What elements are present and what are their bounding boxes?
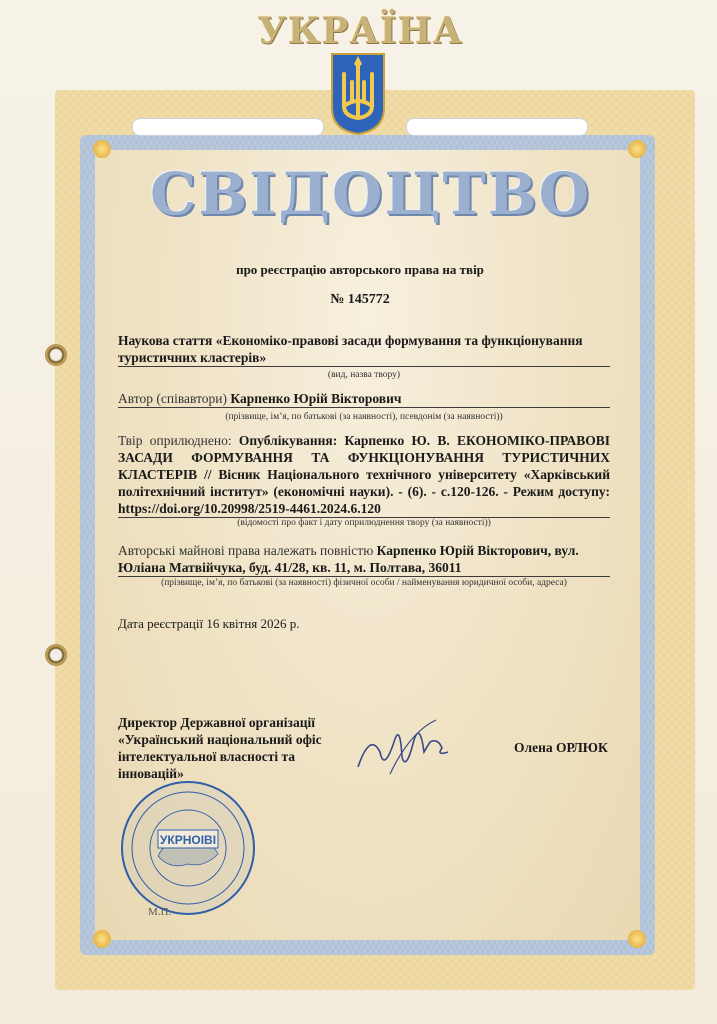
certificate-number: № 145772: [330, 292, 390, 307]
publication-hint: (відомості про факт і дату оприлюднення твору (за наявності)): [237, 518, 491, 528]
author-line: [118, 390, 610, 408]
rights-block: [118, 542, 610, 577]
corner-ornament: [93, 930, 111, 948]
author-value: Карпенко Юрій Вікторович: [230, 391, 402, 406]
seal-label: М.П.: [148, 906, 172, 918]
seal-center-text: УКРНОІВІ: [159, 833, 217, 847]
official-seal-icon: [118, 778, 258, 918]
corner-ornament: [93, 140, 111, 158]
corner-ornament: [628, 930, 646, 948]
director-position: Директор Державної організації «Український національний офіс інтелектуальної власності та інновацій»: [118, 715, 322, 781]
corner-ornament: [628, 140, 646, 158]
work-hint: (вид, назва твору): [327, 370, 401, 380]
author-label: Автор (співавтори): [118, 391, 228, 406]
decorative-bar: [132, 118, 324, 136]
work-title: Наукова стаття «Економіко-правові засади формування та функціонування туристичних кластерів»: [118, 332, 610, 367]
binder-hole: [45, 644, 67, 666]
registration-date: Дата реєстрації 16 квітня 2026 р.: [118, 616, 300, 631]
publication-value: Опублікування: Карпенко Ю. В. ЕКОНОМІКО-ПРАВОВІ ЗАСАДИ ФОРМУВАННЯ ТА ФУНКЦІОНУВАННЯ ТУРИСТИЧНИХ КЛАСТЕРІВ // Вісник Національного технічного університету «Харківський політехнічний інститут» (економічні науки). - (6). - с.120-126. - Режим доступу: https://doi.org/10.20998/2519-4461.2024.6.120: [118, 433, 610, 516]
rights-hint: (прізвище, ім’я, по батькові (за наявності) фізичної особи / найменування юридичної особи, адреса): [161, 578, 567, 588]
binder-hole: [45, 344, 67, 366]
rights-label: Авторські майнові права належать повністю: [118, 543, 374, 558]
publication-block: [118, 432, 610, 518]
document-title: СВІДОЦТВО: [150, 160, 592, 228]
author-hint: (прізвище, ім’я, по батькові (за наявності), псевдонім (за наявності)): [225, 412, 503, 422]
rights-value: Карпенко Юрій Вікторович, вул. Юліана Матвійчука, буд. 41/28, кв. 11, м. Полтава, 36011: [118, 543, 579, 575]
signature-icon: [350, 712, 460, 782]
coat-of-arms-icon: [330, 52, 386, 136]
country-banner: УКРАЇНА: [257, 10, 463, 52]
document-subtitle: про реєстрацію авторського права на твір: [236, 262, 484, 277]
publication-label: Твір оприлюднено:: [118, 433, 232, 448]
signer-name: Олена ОРЛЮК: [514, 740, 608, 755]
decorative-bar: [406, 118, 588, 136]
